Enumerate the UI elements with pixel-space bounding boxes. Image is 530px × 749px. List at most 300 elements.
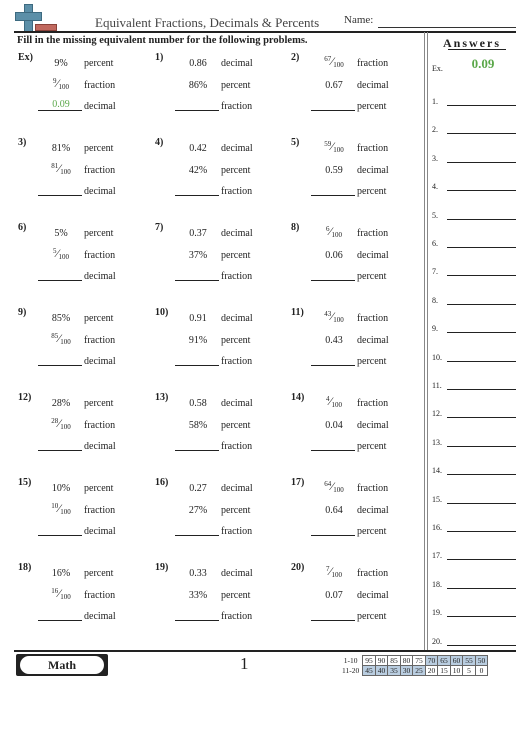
problem [18,562,154,630]
problem-line [38,160,154,177]
score-cell: 45 [363,666,376,676]
unit-label: fraction [357,568,389,579]
problem-number: 7) [155,222,164,233]
problem-line [311,141,427,155]
unit-label: decimal [221,483,253,494]
answer-blank[interactable] [447,133,516,134]
problem-line [38,524,154,538]
answer-blank[interactable] [447,531,516,532]
score-cell: 35 [388,666,401,676]
answer-blank[interactable] [38,195,82,196]
unit-label: decimal [84,611,116,622]
unit-label: percent [357,526,387,537]
problem-line [175,269,291,283]
problem-number: 14) [291,392,305,403]
problem-number: Ex) [18,52,33,63]
answer-number: 6. [432,239,438,248]
given-value: 0.04 [325,419,343,431]
unit-label: fraction [84,419,116,431]
fraction-slash: ⁄ [58,415,61,430]
answer-blank[interactable] [447,389,516,390]
unit-label: percent [221,164,251,176]
unit-label: percent [221,504,251,516]
problem-line [38,566,154,580]
given-fraction [42,416,80,431]
problem-line [311,524,427,538]
answer-blank[interactable] [38,365,82,366]
problem-line [38,609,154,623]
answer-number: 19. [432,608,442,618]
problem-number: 19) [155,562,169,573]
answer-number: 9. [432,324,438,334]
given-value: 81% [51,143,71,154]
given-value: 5% [54,228,68,239]
unit-label: decimal [84,186,116,197]
answer-row [432,575,516,591]
score-cell: 25 [413,666,426,676]
score-cell: 10 [450,666,463,676]
problem [155,392,291,460]
given-value: 0.91 [189,313,207,324]
fraction-slash: ⁄ [331,309,334,323]
score-cell: 30 [400,666,413,676]
given-value: 0.07 [325,589,343,601]
score-cell: 65 [438,656,451,666]
problem [18,477,154,545]
answer-blank[interactable] [447,417,516,418]
given-value: 28% [51,398,71,409]
header-divider [14,31,516,33]
worksheet-title: Equivalent Fractions, Decimals & Percents [95,15,320,30]
fraction-denominator: 100 [60,592,71,601]
unit-label: fraction [84,164,116,176]
score-row [340,666,488,676]
answer-number: 5. [432,210,438,220]
answer-blank[interactable] [175,110,219,111]
answer-blank[interactable] [38,450,82,451]
score-cell: 0 [475,666,488,676]
problem-line [311,269,427,283]
unit-label: fraction [221,611,253,622]
given-fraction [315,139,353,154]
score-cell: 20 [425,666,438,676]
unit-label: percent [84,228,114,239]
answer-blank[interactable] [311,195,355,196]
problem-line [175,99,291,113]
answer-blank[interactable] [447,361,516,362]
answer-row [432,518,516,534]
problem-line [311,311,427,325]
answer-blank[interactable] [311,535,355,536]
given-value: 91% [188,334,208,346]
answer-row [432,348,516,364]
problem-line [175,481,291,495]
fraction-slash: ⁄ [58,500,61,515]
given-value: 0.06 [325,249,343,261]
unit-label: fraction [357,228,389,239]
answer-number: 3. [432,153,438,163]
problem-line [311,184,427,198]
score-cell: 85 [388,656,401,666]
answer-number: 8. [432,295,438,305]
problem-line [38,141,154,155]
fraction-numerator: 59 [324,140,332,148]
answer-blank[interactable] [311,450,355,451]
score-cell: 5 [463,666,476,676]
unit-label: fraction [221,101,253,112]
fraction-numerator: 43 [324,310,332,318]
unit-label: fraction [357,483,389,494]
problem-line [311,99,427,113]
answer-row [432,120,516,136]
problem-line [311,354,427,368]
problem [155,52,291,120]
answer-blank[interactable] [175,365,219,366]
problem [155,477,291,545]
fraction-slash: ⁄ [329,564,332,578]
given-fraction [42,586,80,601]
given-value: 58% [188,419,208,431]
given-value: 42% [188,164,208,176]
fraction-denominator: 100 [60,167,71,176]
answer-row [432,376,516,392]
fraction-denominator: 100 [333,316,344,324]
given-fraction [315,309,353,324]
problem-number: 5) [291,137,300,148]
fraction-numerator: 81 [51,161,59,170]
problem-line [38,269,154,283]
unit-label: percent [221,249,251,261]
answer-row [432,262,516,278]
fraction-slash: ⁄ [58,330,61,345]
problem-line [311,333,427,347]
unit-label: decimal [357,504,389,516]
problem-line [38,481,154,495]
fraction-denominator: 100 [333,146,344,154]
problem-line [175,78,291,92]
unit-label: fraction [221,526,253,537]
problem [18,307,154,375]
unit-label: fraction [221,186,253,197]
problem-line [311,396,427,410]
answer-row [432,291,516,307]
unit-label: percent [84,568,114,579]
answer-row [432,490,516,506]
given-fraction [315,224,353,239]
unit-label: decimal [357,164,389,176]
problem-line [175,588,291,602]
problem-line [311,78,427,92]
fraction-numerator: 9 [52,76,57,85]
given-value: 0.33 [189,568,207,579]
answer-blank[interactable] [447,219,516,220]
given-fraction [42,501,80,516]
unit-label: decimal [357,589,389,601]
answer-row [432,149,516,165]
unit-label: decimal [84,441,116,452]
given-value: 0.86 [189,58,207,69]
example-answer: 0.09 [52,99,70,110]
problem-number: 8) [291,222,300,233]
unit-label: decimal [357,249,389,261]
score-cell: 60 [450,656,463,666]
given-value: 16% [51,568,71,579]
problem-line [311,163,427,177]
answer-blank[interactable] [38,620,82,621]
problem-line [175,396,291,410]
problem-line [175,354,291,368]
unit-label: decimal [84,101,116,112]
answer-blank[interactable] [175,450,219,451]
answer-blank[interactable] [447,616,516,617]
answer-number: 1. [432,97,438,106]
fraction-slash: ⁄ [331,54,334,68]
given-fraction [42,161,80,176]
answer-blank[interactable] [447,559,516,560]
answer-number: 20. [432,636,442,646]
unit-label: percent [84,58,114,69]
problem-line [311,609,427,623]
answer-blank[interactable] [175,620,219,621]
answer-blank[interactable] [311,110,355,111]
answer-blank[interactable] [311,620,355,621]
problem-line [175,248,291,262]
answer-blank[interactable] [175,195,219,196]
given-value: 9% [54,58,68,69]
fraction-numerator: 5 [52,246,57,255]
given-value: 0.42 [189,143,207,154]
score-cell: 90 [375,656,388,666]
problem-number: 18) [18,562,32,573]
answers-divider-inner [427,32,428,650]
answer-number: 7. [432,267,438,277]
problem-line [175,226,291,240]
given-value: 86% [188,79,208,91]
fraction-slash: ⁄ [56,245,59,260]
answer-row [432,92,516,108]
problem [291,137,427,205]
answer-blank[interactable] [447,190,516,191]
problem-line [175,141,291,155]
problem-line [38,585,154,602]
answer-blank[interactable] [38,535,82,536]
fraction-numerator: 67 [324,55,332,63]
plus-minus-logo [14,4,60,34]
problem-line [38,75,154,92]
unit-label: decimal [221,398,253,409]
fraction-slash: ⁄ [58,585,61,600]
problem [18,222,154,290]
unit-label: fraction [357,398,389,409]
unit-label: percent [84,313,114,324]
score-range-label: 11-20 [342,666,360,675]
answer-row [432,404,516,420]
given-value: 0.67 [325,79,343,91]
answer-blank[interactable] [175,280,219,281]
given-fraction [315,54,353,69]
answer-blank[interactable] [447,446,516,447]
problem [18,52,154,120]
answer-example-value: 0.09 [471,56,495,71]
problem-line [38,184,154,198]
answer-number: 13. [432,437,442,447]
problem-line [311,248,427,262]
answer-row [432,461,516,477]
problem-line [311,481,427,495]
unit-label: fraction [84,249,116,261]
problem [155,137,291,205]
fraction-numerator: 7 [325,565,330,573]
unit-label: decimal [221,143,253,154]
unit-label: fraction [84,504,116,516]
answer-row [432,603,516,619]
problem-number: 12) [18,392,32,403]
unit-label: fraction [221,356,253,367]
problem-line [175,503,291,517]
fraction-numerator: 64 [324,480,332,488]
unit-label: decimal [221,228,253,239]
unit-label: decimal [84,271,116,282]
answers-heading-underline [448,49,506,50]
problem-line [311,439,427,453]
name-label: Name: [344,14,374,26]
problem-line [175,184,291,198]
fraction-numerator: 28 [51,416,59,425]
fraction-denominator: 100 [331,571,342,579]
problem-number: 16) [155,477,169,488]
answer-number: 2. [432,125,438,135]
problem-line [175,333,291,347]
answer-row [432,177,516,193]
fraction-denominator: 100 [60,422,71,431]
unit-label: percent [221,334,251,346]
given-value: 27% [188,504,208,516]
fraction-denominator: 100 [331,401,342,409]
problem-line [175,418,291,432]
problem-line [38,226,154,240]
given-value: 0.58 [189,398,207,409]
answer-blank[interactable] [311,365,355,366]
answer-blank[interactable] [311,280,355,281]
fraction-denominator: 100 [60,337,71,346]
score-cell: 40 [375,666,388,676]
answer-number: 14. [432,466,442,476]
problem [291,222,427,290]
unit-label: fraction [84,334,116,346]
unit-label: percent [221,79,251,91]
problem [291,562,427,630]
answer-row [432,319,516,335]
subject-label: Math [20,656,104,674]
answer-row-example [432,56,516,75]
score-cell: 15 [438,666,451,676]
fraction-slash: ⁄ [331,139,334,153]
answer-row [432,632,516,648]
problem-line [311,588,427,602]
score-row [340,656,488,666]
unit-label: percent [84,143,114,154]
given-fraction [42,331,80,346]
problem-line [38,330,154,347]
answer-blank[interactable] [447,304,516,305]
subject-badge [16,654,108,676]
answer-blank[interactable] [447,162,516,163]
unit-label: fraction [357,58,389,69]
fraction-denominator: 100 [331,231,342,239]
problem [291,392,427,460]
answer-blank[interactable] [175,535,219,536]
problem-line [311,503,427,517]
unit-label: percent [357,271,387,282]
unit-label: fraction [357,143,389,154]
answer-blank[interactable] [447,645,516,646]
answer-blank[interactable] [447,105,516,106]
problem-line [311,418,427,432]
answers-heading: Answers [443,36,501,50]
name-field[interactable] [378,27,516,28]
problem-line [38,56,154,70]
problem-number: 2) [291,52,300,63]
given-value: 10% [51,483,71,494]
answer-number: 17. [432,551,442,561]
given-value: 37% [188,249,208,261]
score-cell: 80 [400,656,413,666]
unit-label: percent [84,483,114,494]
answer-blank[interactable] [447,474,516,475]
score-cell: 75 [413,656,426,666]
answer-blank[interactable] [447,503,516,504]
problem-number: 6) [18,222,27,233]
problem [291,477,427,545]
given-fraction [42,76,80,91]
unit-label: percent [221,419,251,431]
problem-line [38,396,154,410]
given-value: 0.59 [325,164,343,176]
problem-line [38,245,154,262]
instructions: Fill in the missing equivalent number for the following problems. [17,35,308,46]
problem [291,52,427,120]
unit-label: decimal [221,58,253,69]
unit-label: fraction [221,441,253,452]
given-fraction [315,394,353,409]
given-fraction [315,479,353,494]
answer-blank[interactable] [38,280,82,281]
problem-line [311,56,427,70]
problem-line [175,566,291,580]
problem-line [175,524,291,538]
score-cell: 95 [363,656,376,666]
answer-blank[interactable] [447,332,516,333]
problem-line [311,566,427,580]
answer-blank[interactable] [447,588,516,589]
fraction-numerator: 4 [325,395,330,403]
answer-number: 10. [432,352,442,362]
answer-row [432,433,516,449]
answer-row [432,546,516,562]
unit-label: percent [357,101,387,112]
problem-number: 20) [291,562,305,573]
fraction-slash: ⁄ [331,479,334,493]
answer-blank[interactable] [447,247,516,248]
answer-blank[interactable] [38,110,82,111]
given-fraction [42,246,80,261]
given-value: 0.37 [189,228,207,239]
problem-line [175,439,291,453]
problem-line [175,56,291,70]
unit-label: percent [84,398,114,409]
unit-label: decimal [84,356,116,367]
answer-blank[interactable] [447,275,516,276]
